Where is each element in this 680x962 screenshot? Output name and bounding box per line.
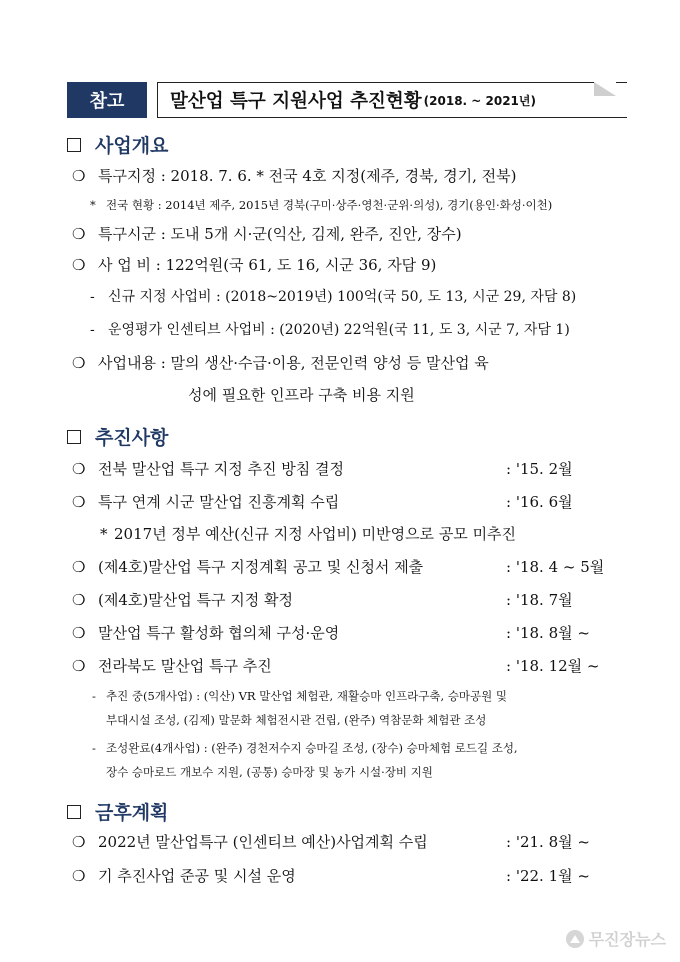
list-item: ❍ (제4호)말산업 특구 지정 확정 bbox=[72, 591, 293, 609]
list-item-date: : '18. 12월 ~ bbox=[506, 657, 600, 675]
section-title-plan: 금후계획 bbox=[67, 798, 168, 825]
page-title: 말산업 특구 지원사업 추진현황 bbox=[170, 91, 422, 112]
list-item: ❍ 전라북도 말산업 특구 추진 bbox=[72, 657, 272, 675]
list-item-note: * 2017년 정부 예산(신규 지정 사업비) 미반영으로 공모 미추진 bbox=[100, 525, 517, 543]
list-item-date: : '21. 8월 ~ bbox=[506, 833, 590, 851]
list-item-date: : '18. 7월 bbox=[506, 591, 573, 609]
list-item: ❍ 사업내용 : 말의 생산·수급·이용, 전문인력 양성 등 말산업 육 bbox=[72, 354, 489, 372]
list-item: ❍ 말산업 특구 활성화 협의체 구성·운영 bbox=[72, 624, 340, 642]
list-subitem: - 운영평가 인센티브 사업비 : (2020년) 22억원(국 11, 도 3, 시군 7, 자담 1) bbox=[90, 322, 570, 338]
list-item-date: : '15. 2월 bbox=[506, 460, 573, 478]
title-box bbox=[157, 82, 627, 118]
list-item: ❍ 특구지정 : 2018. 7. 6. * 전국 4호 지정(제주, 경북, 경기, 전북) bbox=[72, 167, 517, 185]
list-item-date: : '18. 4 ~ 5월 bbox=[506, 558, 605, 576]
checkbox-square-icon bbox=[67, 430, 81, 444]
title-period: (2018. ~ 2021년) bbox=[423, 93, 536, 108]
logo-icon bbox=[566, 930, 584, 948]
list-item-continuation: 성에 필요한 인프라 구축 비용 지원 bbox=[188, 386, 415, 404]
reference-badge: 참고 bbox=[67, 82, 147, 118]
folded-corner bbox=[594, 82, 616, 96]
list-subitem: - 추진 중(5개사업) : (익산) VR 말산업 체험관, 재활승마 인프라구축, 승마공원 및 bbox=[92, 689, 508, 703]
list-item-note: * 전국 현황 : 2014년 제주, 2015년 경북(구미·상주·영천·군위·의성), 경기(용인·화성·이천) bbox=[90, 198, 553, 212]
list-item: ❍ 2022년 말산업특구 (인센티브 예산)사업계획 수립 bbox=[72, 833, 428, 851]
watermark bbox=[566, 927, 666, 950]
list-subitem: - 조성완료(4개사업) : (완주) 경천저수지 승마길 조성, (장수) 승마체험 로드길 조성, bbox=[92, 741, 518, 755]
watermark-text: 무진장뉴스 bbox=[588, 930, 666, 949]
list-item-date: : '18. 8월 ~ bbox=[506, 624, 590, 642]
list-item-date: : '22. 1월 ~ bbox=[506, 867, 590, 885]
section-title-overview: 사업개요 bbox=[67, 131, 168, 158]
list-item: ❍ 특구 연계 시군 말산업 진흥계획 수립 bbox=[72, 493, 340, 511]
checkbox-square-icon bbox=[67, 805, 81, 819]
list-item: ❍ 특구시군 : 도내 5개 시·군(익산, 김제, 완주, 진안, 장수) bbox=[72, 225, 462, 243]
checkbox-square-icon bbox=[67, 138, 81, 152]
list-item: ❍ 사 업 비 : 122억원(국 61, 도 16, 시군 36, 자담 9) bbox=[72, 256, 437, 274]
list-item: ❍ 전북 말산업 특구 지정 추진 방침 결정 bbox=[72, 460, 344, 478]
section-title-progress: 추진사항 bbox=[67, 423, 168, 450]
list-subitem-continuation: 장수 승마로드 개보수 지원, (공통) 승마장 및 농가 시설·장비 지원 bbox=[106, 765, 433, 779]
list-subitem: - 신규 지정 사업비 : (2018~2019년) 100억(국 50, 도 13, 시군 29, 자담 8) bbox=[90, 289, 577, 305]
document-header bbox=[67, 82, 616, 118]
list-subitem-continuation: 부대시설 조성, (김제) 말문화 체험전시관 건립, (완주) 역참문화 체험관 조성 bbox=[106, 713, 487, 727]
list-item: ❍ 기 추진사업 준공 및 시설 운영 bbox=[72, 867, 296, 885]
list-item-date: : '16. 6월 bbox=[506, 493, 573, 511]
list-item: ❍ (제4호)말산업 특구 지정계획 공고 및 신청서 제출 bbox=[72, 558, 424, 576]
